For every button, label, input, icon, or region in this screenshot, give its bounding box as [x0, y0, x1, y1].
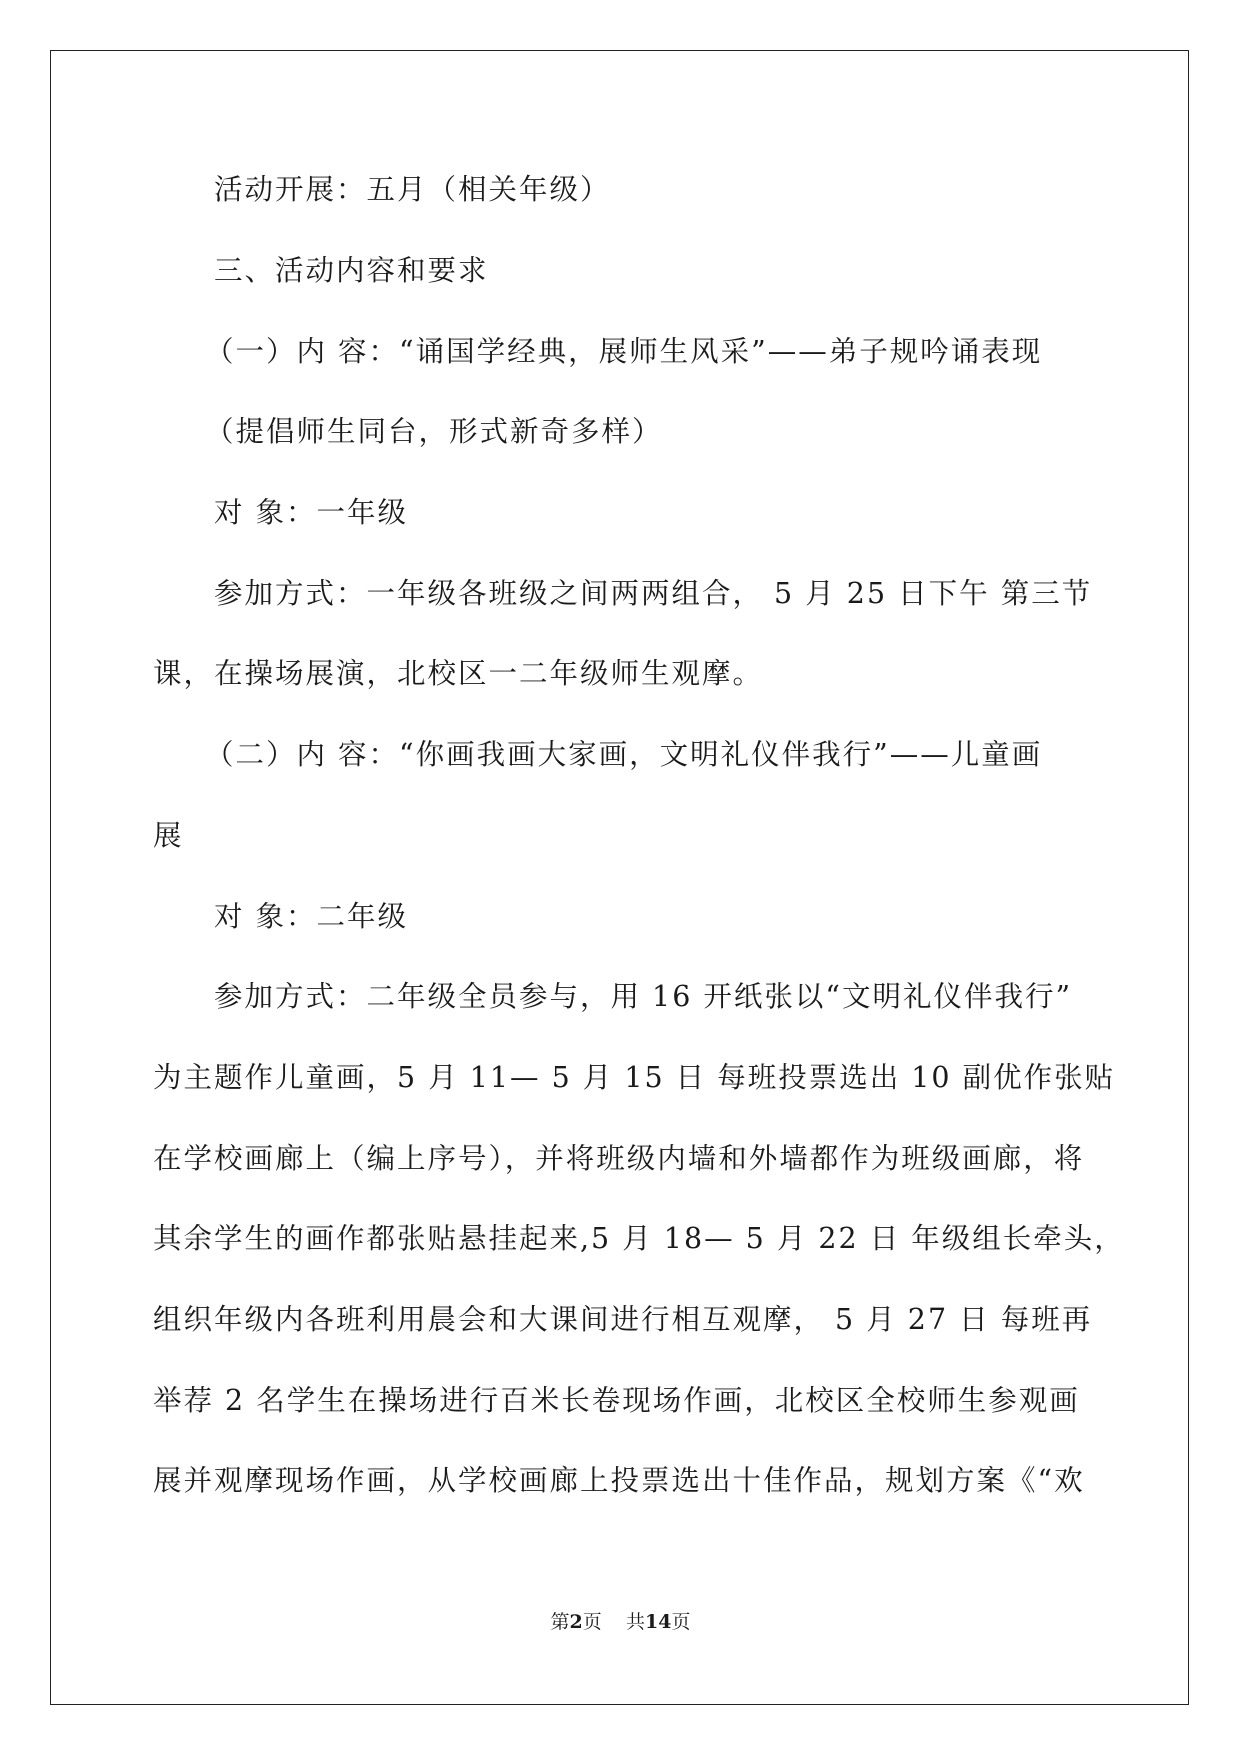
text-line: 在学校画廊上（编上序号），并将班级内墙和外墙都作为班级画廊，将 [153, 1142, 1085, 1175]
page-suffix: 页 [582, 1611, 602, 1633]
text-line: 对 象：一年级 [214, 496, 409, 529]
page-number: 2 [569, 1611, 583, 1633]
text-line: 组织年级内各班利用晨会和大课间进行相互观摩， 5 月 27 日 每班再 [153, 1303, 1093, 1336]
total-prefix: 共 [625, 1611, 645, 1633]
page-border [50, 50, 1189, 1705]
text-line: 对 象：二年级 [214, 900, 409, 933]
text-line: 展 [153, 819, 184, 852]
text-line: 展并观摩现场作画，从学校画廊上投票选出十佳作品，规划方案《“欢 [153, 1464, 1085, 1497]
text-line: 参加方式：一年级各班级之间两两组合， 5 月 25 日下午 第三节 [214, 577, 1093, 610]
page-prefix: 第 [550, 1611, 570, 1633]
text-line: 其余学生的画作都张贴悬挂起来,5 月 18— 5 月 22 日 年级组长牵头， [153, 1222, 1125, 1255]
text-line: 为主题作儿童画，5 月 11— 5 月 15 日 每班投票选出 10 副优作张贴 [153, 1061, 1116, 1094]
text-line: （一）内 容：“诵国学经典，展师生风采”——弟子规吟诵表现 [205, 335, 1043, 368]
text-line: 课，在操场展演，北校区一二年级师生观摩。 [153, 657, 764, 690]
text-line: 参加方式：二年级全员参与，用 16 开纸张以“文明礼仪伴我行” [214, 980, 1073, 1013]
text-line: 举荐 2 名学生在操场进行百米长卷现场作画，北校区全校师生参观画 [153, 1384, 1080, 1417]
section-heading: 三、活动内容和要求 [214, 254, 489, 287]
text-line: 活动开展：五月（相关年级） [214, 173, 611, 206]
page-footer [0, 1610, 1241, 1634]
text-line: （提倡师生同台，形式新奇多样） [205, 415, 663, 448]
total-pages: 14 [644, 1611, 672, 1633]
text-line: （二）内 容：“你画我画大家画，文明礼仪伴我行”——儿童画 [205, 738, 1043, 771]
total-suffix: 页 [671, 1611, 691, 1633]
